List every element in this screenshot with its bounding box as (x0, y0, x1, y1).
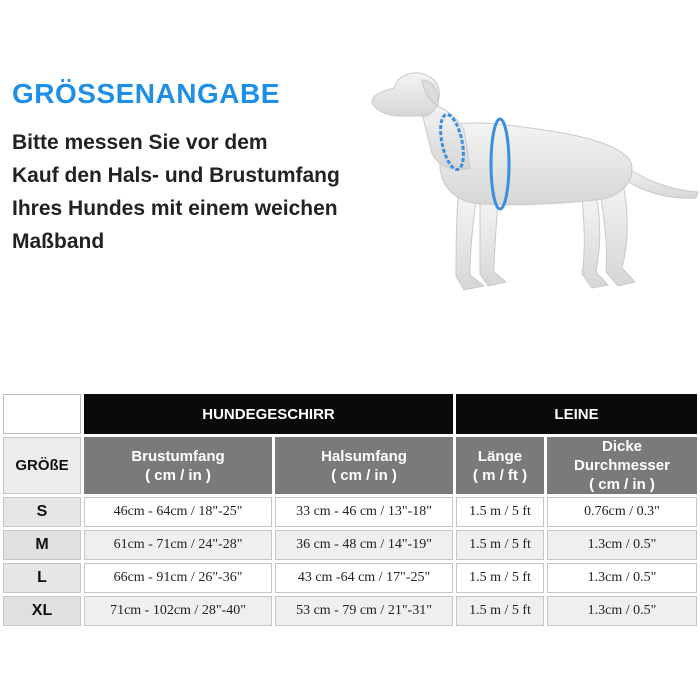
table-row (3, 497, 697, 527)
harness-header: HUNDEGESCHIRR (84, 394, 453, 434)
header-line: Länge (477, 447, 523, 465)
length-cell: 1.5 m / 5 ft (456, 596, 544, 626)
chest-cell: 66cm - 91cm / 26"-36" (84, 563, 272, 593)
length-cell: 1.5 m / 5 ft (456, 530, 544, 560)
table-row (3, 596, 697, 626)
column-header-row (3, 437, 697, 494)
table-row (3, 530, 697, 560)
thickness-cell: 1.3cm / 0.5" (547, 530, 697, 560)
intro-line: Kauf den Hals- und Brustumfang (12, 164, 340, 187)
group-header-row (3, 394, 697, 434)
neck-cell: 53 cm - 79 cm / 21"-31" (275, 596, 453, 626)
chest-cell: 46cm - 64cm / 18"-25" (84, 497, 272, 527)
thickness-cell: 1.3cm / 0.5" (547, 563, 697, 593)
thickness-cell: 1.3cm / 0.5" (547, 596, 697, 626)
dog-front-leg (480, 200, 506, 286)
size-cell: M (3, 530, 81, 560)
size-cell: XL (3, 596, 81, 626)
size-table (0, 391, 700, 629)
header-line: Halsumfang (321, 447, 407, 465)
chest-cell: 61cm - 71cm / 24"-28" (84, 530, 272, 560)
neck-cell: 43 cm -64 cm / 17"-25" (275, 563, 453, 593)
header-unit: ( cm / in ) (145, 466, 211, 484)
intro-line: Bitte messen Sie vor dem (12, 131, 268, 154)
intro-line: Ihres Hundes mit einem weichen (12, 197, 338, 220)
thickness-cell: 0.76cm / 0.3" (547, 497, 697, 527)
neck-cell: 33 cm - 46 cm / 13"-18" (275, 497, 453, 527)
empty-corner-cell (3, 394, 81, 434)
chest-column-header (84, 437, 272, 494)
intro-line: Maßband (12, 230, 105, 253)
neck-cell: 36 cm - 48 cm / 14"-19" (275, 530, 453, 560)
page-title: GRÖSSENANGABE (12, 78, 280, 109)
header-unit: ( cm / in ) (589, 476, 655, 493)
length-column-header (456, 437, 544, 494)
size-cell: L (3, 563, 81, 593)
table-row (3, 563, 697, 593)
size-cell: S (3, 497, 81, 527)
size-column-header: GRÖßE (3, 437, 81, 494)
leash-header: LEINE (456, 394, 697, 434)
header-line: Dicke (601, 438, 643, 455)
length-cell: 1.5 m / 5 ft (456, 563, 544, 593)
header-line: Brustumfang (131, 447, 225, 465)
dog-tail (622, 168, 698, 198)
header-line: Durchmesser (574, 457, 670, 474)
header-unit: ( cm / in ) (331, 466, 397, 484)
dog-illustration (360, 50, 700, 310)
chest-cell: 71cm - 102cm / 28"-40" (84, 596, 272, 626)
length-cell: 1.5 m / 5 ft (456, 497, 544, 527)
header-unit: ( m / ft ) (472, 466, 528, 484)
thickness-column-header (547, 437, 697, 494)
neck-column-header (275, 437, 453, 494)
